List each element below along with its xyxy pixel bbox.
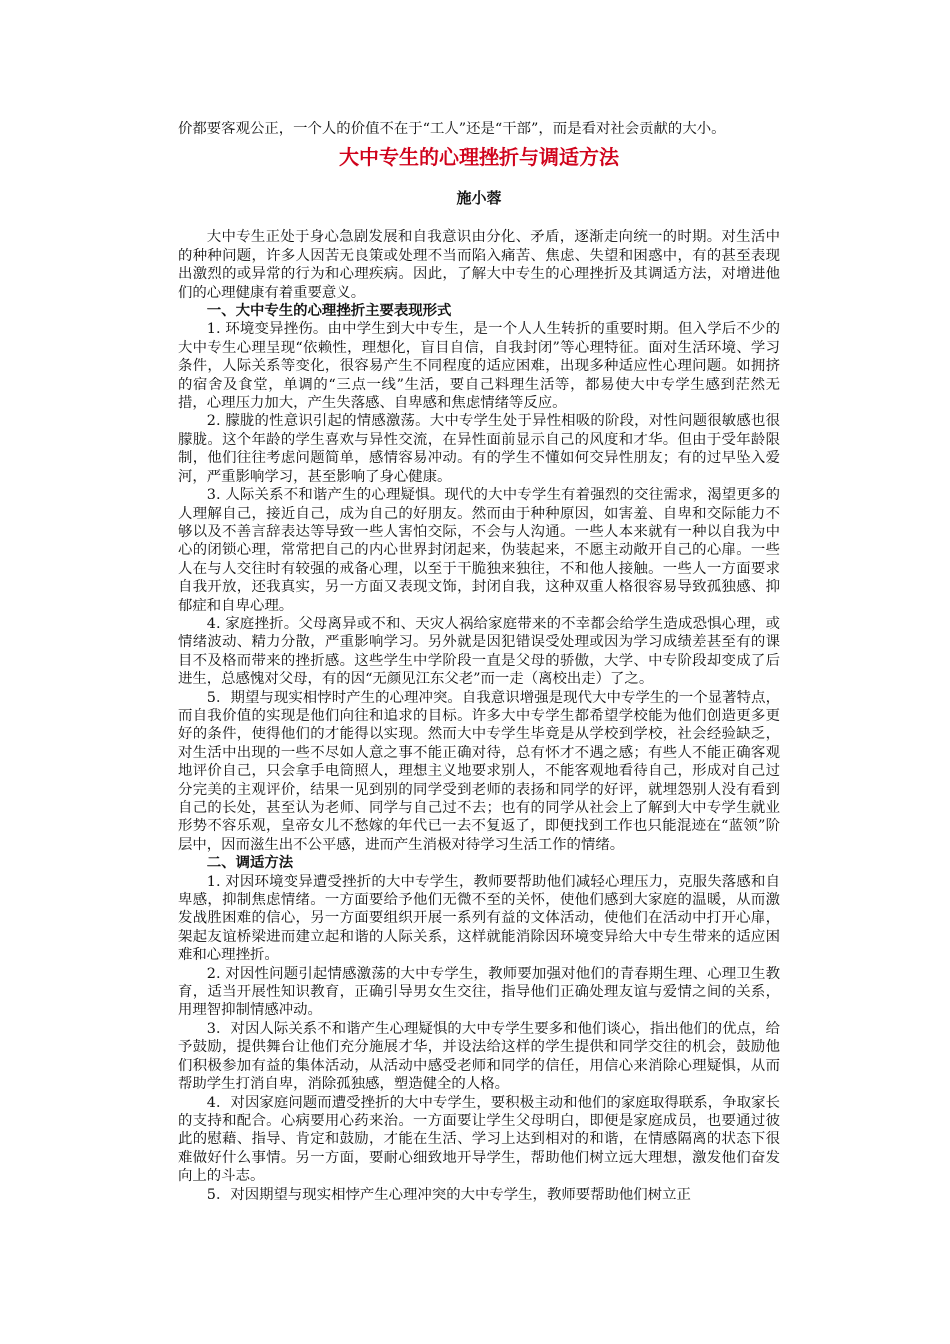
section2-paragraph-5: 5．对因期望与现实相悖产生心理冲突的大中专学生，教师要帮助他们树立正 (206, 1186, 691, 1203)
section1-paragraph-4: 4. 家庭挫折。父母离异或不和、天灾人祸给家庭带来的不幸都会给学生造成恐惧心理，或情绪波动、精力分散，严重影响学习。另外就是因犯错误受处理或因为学习成绩差甚至有的课目不及格而带来的挫折感。这些学生中学阶段一直是父母的骄傲，大学、中专阶段却变成了后进生，总感愧对父母，有的因“无颜见江东父老”而一走（离校出走）了之。 (178, 615, 780, 688)
section2-paragraph-1: 1. 对因环境变异遭受挫折的大中专学生，教师要帮助他们减轻心理压力，克服失落感和自卑感，抑制焦虑情绪。一方面要给予他们无微不至的关怀，使他们感到大家庭的温暖，从而激发战胜困难的信心，另一方面要组织开展一系列有益的文体活动，使他们在活动中打开心扉，架起友谊桥梁进而建立起和谐的人际关系，这样就能消除因环境变异给大中专生带来的适应困难和心理挫折。 (178, 873, 780, 964)
section-heading-1: 一、大中专生的心理挫折主要表现形式 (206, 302, 452, 320)
section2-paragraph-2: 2. 对因性问题引起情感激荡的大中专学生，教师要加强对他们的青春期生理、心理卫生教育，适当开展性知识教育，正确引导男女生交往，指导他们正确处理友谊与爱情之间的关系，用理智抑制情感冲动。 (178, 965, 780, 1019)
section1-paragraph-1: 1. 环境变异挫伤。由中学生到大中专生，是一个人人生转折的重要时期。但入学后不少的大中专生心理呈现“依赖性，理想化，盲目自信，自我封闭”等心理特征。面对生活环境、学习条件，人际关系等变化，很容易产生不同程度的适应困难，出现多种适应性心理问题。如拥挤的宿舍及食堂，单调的“三点一线”生活，要自己料理生活等，都易使大中专学生感到茫然无措，心理压力加大，产生失落感、自卑感和焦虑情绪等反应。 (178, 321, 780, 412)
section1-paragraph-3: 3. 人际关系不和谐产生的心理疑惧。现代的大中专学生有着强烈的交往需求，渴望更多的人理解自己，接近自己，成为自己的好朋友。然而由于种种原因，如害羞、自卑和交际能力不够以及不善言辞表达等导致一些人害怕交际，不会与人沟通。一些人本来就有一种以自我为中心的闭锁心理，常常把自己的内心世界封闭起来，伪装起来，不愿主动敞开自己的心扉。一些人在与人交往时有较强的戒备心理，以至于干脆独来独往，不和他人接触。一些人一方面要求自我开放，还我真实，另一方面又表现文饰，封闭自我，这种双重人格很容易导致孤独感、抑郁症和自卑心理。 (178, 487, 780, 614)
article-author: 施小蓉 (456, 189, 502, 208)
section2-paragraph-4: 4．对因家庭问题而遭受挫折的大中专学生，要积极主动和他们的家庭取得联系，争取家长的支持和配合。心病要用心药来治。一方面要让学生父母明白，即便是家庭成员，也要通过彼此的慰藉、指导、肯定和鼓励，才能在生活、学习上达到相对的和谐，在情感隔离的状态下很难做好什么事情。另一方面，要耐心细致地开导学生，帮助他们树立远大理想，激发他们奋发向上的斗志。 (178, 1094, 780, 1185)
section2-paragraph-3: 3．对因人际关系不和谐产生心理疑惧的大中专学生要多和他们谈心，指出他们的优点，给予鼓励，提供舞台让他们充分施展才华，并设法给这样的学生提供和同学交往的机会，鼓励他们积极参加有益的集体活动，从活动中感受老师和同学的信任，用信心来消除心理疑惧，从而帮助学生打消自卑，消除孤独感，塑造健全的人格。 (178, 1020, 780, 1093)
abstract-paragraph: 大中专生正处于身心急剧发展和自我意识由分化、矛盾，逐渐走向统一的时期。对生活中的种种问题，许多人因苦无良策或处理不当而陷入痛苦、焦虑、失望和困惑中，有的甚至表现出激烈的或异常的行为和心理疾病。因此，了解大中专生的心理挫折及其调适方法，对增进他们的心理健康有着重要意义。 (178, 229, 780, 301)
article-title: 大中专生的心理挫折与调适方法 (339, 145, 619, 170)
section1-paragraph-2: 2. 朦胧的性意识引起的情感激荡。大中专学生处于异性相吸的阶段，对性问题很敏感也很朦胧。这个年龄的学生喜欢与异性交流，在异性面前显示自己的风度和才华。但由于受年龄限制，他们往往考虑问题简单，感情容易冲动。有的学生不懂如何交异性朋友；有的过早坠入爱河，严重影响学习，甚至影响了身心健康。 (178, 413, 780, 485)
document-page (178, 120, 780, 1204)
intro-fragment: 价都要客观公正，一个人的价值不在于“工人”还是“干部”，而是看对社会贡献的大小。 (178, 121, 726, 137)
section-heading-2: 二、调适方法 (206, 854, 294, 872)
section1-paragraph-5: 5．期望与现实相悖时产生的心理冲突。自我意识增强是现代大中专学生的一个显著特点，而自我价值的实现是他们向往和追求的目标。许多大中专学生都希望学校能为他们创造更多更好的条件，使得他们的才能得以实现。然而大中专学生毕竟是从学校到学校，社会经验缺乏，对生活中出现的一些不尽如人意之事不能正确对待，总有怀才不遇之感；有些人不能正确客观地评价自己，只会拿手电筒照人，理想主义地要求别人，不能客观地看待自己，形成对自己过分完美的主观评价，结果一见到别的同学受到老师的表扬和同学的好评，就埋怨别人没有看到自己的长处，甚至认为老师、同学与自己过不去；也有的同学从社会上了解到大中专学生就业形势不容乐观，皇帝女儿不愁嫁的年代已一去不复返了，即便找到工作也只能混迹在“蓝领”阶层中，因而滋生出不公平感，进而产生消极对待学习生活工作的情绪。 (178, 689, 780, 853)
